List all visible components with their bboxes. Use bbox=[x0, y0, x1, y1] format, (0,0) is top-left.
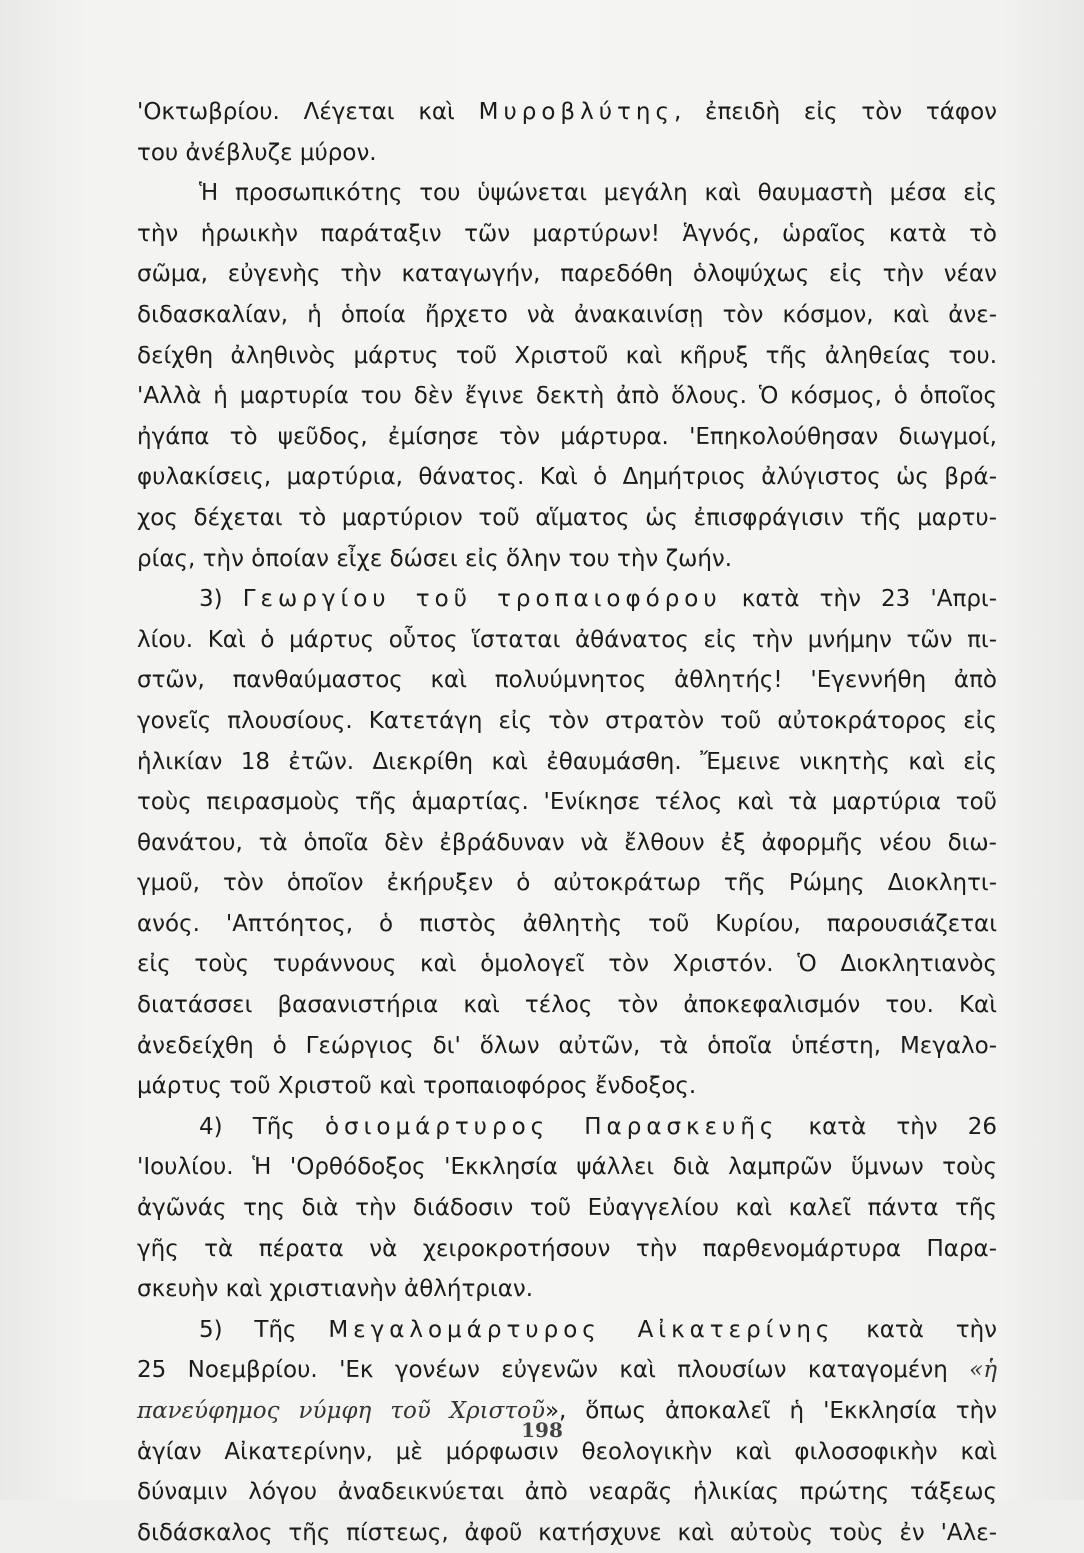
text-line: πανεύφημος νύμφη τοῦ Χριστοῦ», ὅπως ἀποκαλεῖ ἡ 'Εκκλησία τὴν bbox=[137, 1398, 998, 1424]
text-line: 'Ιουλίου. Ἡ 'Ορθόδοξος 'Εκκλησία ψάλλει διὰ λαμπρῶν ὕμνων τοὺς bbox=[137, 1154, 997, 1181]
text-line: διδάσκαλος τῆς πίστεως, ἀφοῦ κατήσχυνε καὶ αὐτοὺς τοὺς ἐν 'Αλε- bbox=[137, 1519, 997, 1546]
text-line: λίου. Καὶ ὁ μάρτυς οὗτος ἵσταται ἀθάνατος εἰς τὴν μνήμην τῶν πι- bbox=[137, 626, 997, 653]
text-line: γῆς τὰ πέρατα νὰ χειροκροτήσουν τὴν παρθενομάρτυρα Παρα- bbox=[137, 1235, 997, 1262]
text-line: 5) Τῆς Μεγαλομάρτυρος Αἰκατερίνης κατὰ τὴν bbox=[199, 1316, 997, 1343]
text-line: ἁγίαν Αἰκατερίνην, μὲ μόρφωσιν θεολογικὴν καὶ φιλοσοφικὴν καὶ bbox=[137, 1438, 997, 1465]
text-line: τὴν ἡρωικὴν παράταξιν τῶν μαρτύρων! Ἁγνός, ὡραῖος κατὰ τὸ bbox=[137, 220, 997, 247]
text-line: Ἡ προσωπικότης του ὑψώνεται μεγάλη καὶ θαυμαστὴ μέσα εἰς bbox=[199, 180, 997, 207]
text-line: σῶμα, εὐγενὴς τὴν καταγωγήν, παρεδόθη ὁλοψύχως εἰς τὴν νέαν bbox=[137, 261, 997, 288]
text-line: φυλακίσεις, μαρτύρια, θάνατος. Καὶ ὁ Δημήτριος ἀλύγιστος ὡς βρά- bbox=[137, 464, 997, 491]
text-line: ρίας, τὴν ὁποίαν εἶχε δώσει εἰς ὅλην του τὴν ζωήν. bbox=[137, 545, 733, 572]
text-line: σκευὴν καὶ χριστιανὴν ἀθλήτριαν. bbox=[137, 1276, 534, 1303]
text-line: του ἀνέβλυζε μύρον. bbox=[137, 139, 377, 166]
page-number: 198 bbox=[521, 1418, 563, 1442]
text-line: δύναμιν λόγου ἀναδεικνύεται ἀπὸ νεαρᾶς ἡλικίας πρώτης τάξεως bbox=[137, 1479, 997, 1506]
quoted-phrase: πανεύφημος νύμφη τοῦ Χριστοῦ bbox=[137, 1398, 545, 1424]
text-line: 'Αλλὰ ἡ μαρτυρία του δὲν ἔγινε δεκτὴ ἀπὸ ὅλους. Ὁ κόσμος, ὁ ὁποῖος bbox=[137, 383, 997, 410]
text-line: 3) Γεωργίου τοῦ τροπαιοφόρου κατὰ τὴν 23 'Απρι- bbox=[199, 586, 998, 613]
text-line: εἰς τοὺς τυράννους καὶ ὁμολογεῖ τὸν Χριστόν. Ὁ Διοκλητιανὸς bbox=[137, 951, 997, 978]
text-line: ἀγῶνάς της διὰ τὴν διάδοσιν τοῦ Εὐαγγελίου καὶ καλεῖ πάντα τῆς bbox=[137, 1195, 997, 1222]
text-line: τοὺς πειρασμοὺς τῆς ἁμαρτίας. 'Ενίκησε τέλος καὶ τὰ μαρτύρια τοῦ bbox=[137, 789, 997, 816]
text-line: διδασκαλίαν, ἡ ὁποία ἤρχετο νὰ ἀνακαινίσῃ τὸν κόσμον, καὶ ἀνε- bbox=[137, 301, 997, 328]
spaced-emphasis: ὁσιομάρτυρος Παρασκευῆς bbox=[324, 1113, 779, 1140]
text-line: ἀνεδείχθη ὁ Γεώργιος δι' ὅλων αὐτῶν, τὰ ὁποῖα ὑπέστη, Μεγαλο- bbox=[137, 1032, 997, 1059]
spaced-emphasis: Γεωργίου τοῦ τροπαιοφόρου bbox=[242, 586, 722, 613]
text-line: χος δέχεται τὸ μαρτύριον τοῦ αἵματος ὡς ἐπισφράγισιν τῆς μαρτυ- bbox=[137, 504, 997, 531]
text-line: γμοῦ, τὸν ὁποῖον ἐκήρυξεν ὁ αὐτοκράτωρ τῆς Ρώμης Διοκλητι- bbox=[137, 870, 997, 897]
text-line: μάρτυς τοῦ Χριστοῦ καὶ τροπαιοφόρος ἔνδοξος. bbox=[137, 1073, 697, 1100]
text-line: 4) Τῆς ὁσιομάρτυρος Παρασκευῆς κατὰ τὴν 26 bbox=[199, 1113, 998, 1140]
text-line: στῶν, πανθαύμαστος καὶ πολυύμνητος ἀθλητής! 'Εγεννήθη ἀπὸ bbox=[137, 667, 997, 694]
body-text bbox=[137, 92, 997, 1553]
text-line: ανός. 'Απτόητος, ὁ πιστὸς ἀθλητὴς τοῦ Κυρίου, παρουσιάζεται bbox=[137, 910, 997, 937]
spaced-emphasis: Μυροβλύτης bbox=[478, 99, 674, 125]
text-line: 25 Νοεμβρίου. 'Εκ γονέων εὐγενῶν καὶ πλουσίων καταγομένη «ἡ bbox=[137, 1357, 997, 1384]
text-line: ἠγάπα τὸ ψεῦδος, ἐμίσησε τὸν μάρτυρα. 'Επηκολούθησαν διωγμοί, bbox=[137, 423, 997, 450]
text-line: γονεῖς πλουσίους. Κατετάγη εἰς τὸν στρατὸν τοῦ αὐτοκράτορος εἰς bbox=[137, 707, 997, 734]
text-line: διατάσσει βασανιστήρια καὶ τέλος τὸν ἀποκεφαλισμόν του. Καὶ bbox=[137, 992, 997, 1019]
text-line: ἡλικίαν 18 ἐτῶν. Διεκρίθη καὶ ἐθαυμάσθη. Ἔμεινε νικητὴς καὶ εἰς bbox=[137, 748, 997, 775]
spaced-emphasis: Μεγαλομάρτυρος Αἰκατερίνης bbox=[328, 1316, 835, 1343]
text-line: δείχθη ἀληθινὸς μάρτυς τοῦ Χριστοῦ καὶ κῆρυξ τῆς ἀληθείας του. bbox=[137, 342, 997, 369]
quote-open: «ἡ bbox=[969, 1357, 997, 1384]
text-line: 'Οκτωβρίου. Λέγεται καὶ Μυροβλύτης, ἐπειδὴ εἰς τὸν τάφον bbox=[137, 99, 997, 125]
text-line: θανάτου, τὰ ὁποῖα δὲν ἐβράδυναν νὰ ἔλθουν ἐξ ἀφορμῆς νέου διω- bbox=[137, 829, 997, 856]
